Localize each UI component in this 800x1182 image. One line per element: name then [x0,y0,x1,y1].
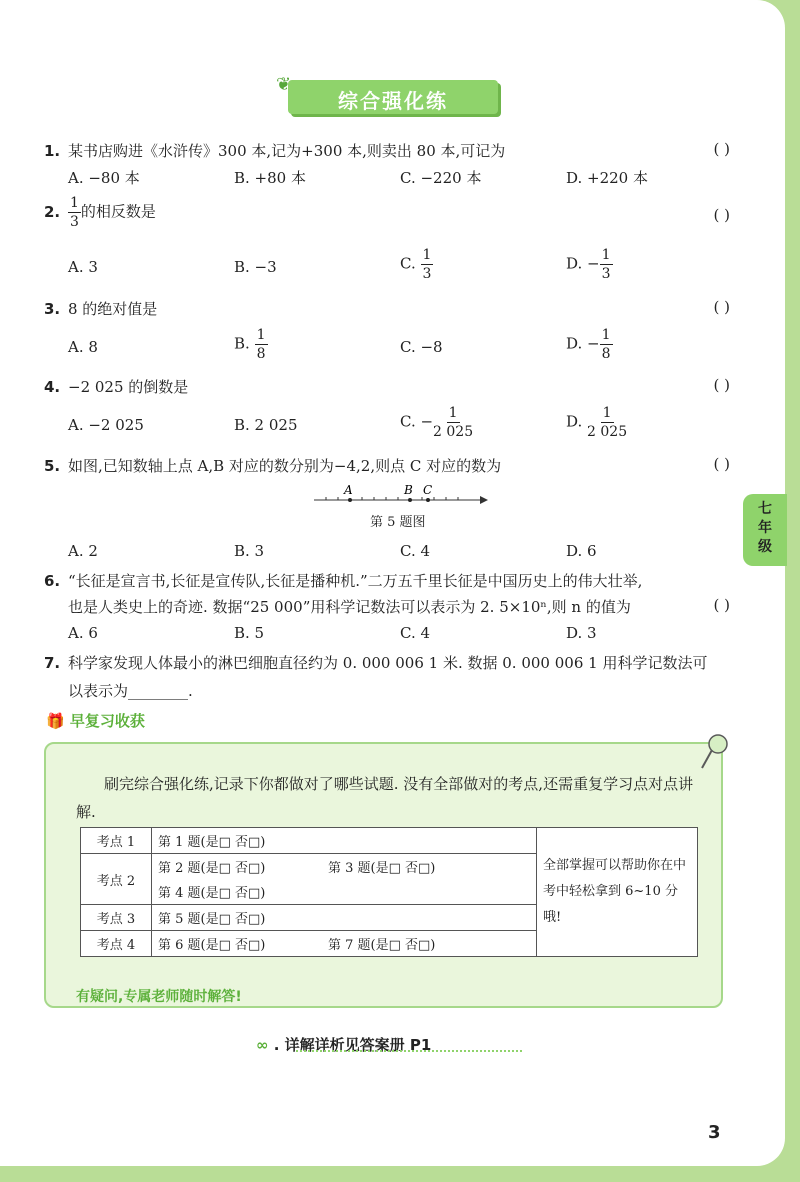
option-c: C. −220 本 [400,169,482,187]
option-d: D. +220 本 [566,169,648,187]
question-3: 3. 8 的绝对值是 [44,300,158,318]
side-note: 全部掌握可以帮助你在中考中轻松拿到 6~10 分哦! [537,828,698,957]
review-footer: 有疑问,专属老师随时解答! [76,989,242,1005]
leaf-icon: ❦ [276,74,292,95]
question-text: 8 的绝对值是 [68,300,158,318]
question-text: 的相反数是 [80,202,156,221]
option-d: D. − $\frac{1}{8}$ [566,327,611,362]
point-a [348,498,352,502]
option-a: A. 2 [68,542,98,560]
item-cell: 第 1 题(是□ 否□) [152,828,537,854]
number-line-figure [312,480,488,510]
answer-paren: ( ) [713,206,730,224]
option-b: B. $\frac{1}{8}$ [234,327,266,362]
fraction: $\frac{1}{3}$ [70,195,79,230]
label-c: C [423,483,433,497]
option-c: C. 4 [400,542,431,560]
point-cell: 考点 2 [81,854,152,905]
review-intro: 刷完综合强化练,记录下你都做对了哪些试题. 没有全部做对的考点,还需重复学习点对点讲解. [76,775,694,821]
question-text: “长征是宣言书,长征是宣传队,长征是播种机.”二万五千里长征是中国历史上的伟大壮举, [68,572,643,590]
answer-paren: ( ) [713,596,730,614]
option-b: B. +80 本 [234,169,306,187]
review-heading: 🎁 早复习收获 [46,712,145,730]
point-cell: 考点 3 [81,905,152,931]
question-4: 4. −2 025 的倒数是 [44,378,189,396]
item-cell: 第 2 题(是□ 否□) [152,854,323,880]
question-2: 2. $\frac{1}{3}$ 的相反数是 [44,195,156,230]
knowledge-point-table [80,827,698,957]
option-c: C. 4 [400,624,431,642]
item-cell: 第 5 题(是□ 否□) [152,905,537,931]
answer-paren: ( ) [713,140,730,158]
option-d: D. 6 [566,542,597,560]
question-7-line-2: 以表示为________. [68,682,193,700]
option-b: B. 3 [234,542,265,560]
option-a: A. 8 [68,338,98,356]
dotted-divider [296,1050,522,1052]
figure-caption: 第 5 题图 [370,515,426,530]
question-5: 5. 如图,已知数轴上点 A,B 对应的数分别为−4,2,则点 C 对应的数为 [44,457,502,475]
option-d: D. − $\frac{1}{3}$ [566,247,611,282]
option-a: A. −80 本 [68,169,140,187]
answer-paren: ( ) [713,455,730,473]
section-title-banner [276,74,498,118]
section-title: 综合强化练 [338,89,448,113]
point-cell: 考点 4 [81,931,152,957]
question-1: 1. 某书店购进《水浒传》300 本,记为+300 本,则卖出 80 本,可记为 [44,142,506,160]
point-cell: 考点 1 [81,828,152,854]
question-7: 7. 科学家发现人体最小的淋巴细胞直径约为 0. 000 006 1 米. 数据 0. 000 006 1 用科学记数法可 [44,654,708,672]
point-c [426,498,430,502]
option-d: D. $\frac{1}{2 025}$ [566,405,628,440]
question-6: 6. “长征是宣言书,长征是宣传队,长征是播种机.”二万五千里长征是中国历史上的伟大壮举, [44,572,643,590]
question-6-line-2: 也是人类史上的奇迹. 数据“25 000”用科学记数法可以表示为 2. 5×10ⁿ,则 n 的值为 [68,598,631,616]
question-text: 如图,已知数轴上点 A,B 对应的数分别为−4,2,则点 C 对应的数为 [68,457,502,475]
point-b [408,498,412,502]
option-c: C. $\frac{1}{3}$ [400,247,432,282]
grade-label: 七年级 [758,501,772,555]
answer-paren: ( ) [713,298,730,316]
link-icon: ∞ [256,1036,269,1054]
option-a: A. 3 [68,258,98,276]
item-cell: 第 3 题(是□ 否□) [322,854,537,880]
option-b: B. 2 025 [234,416,298,434]
answer-reference: ∞ . 详解详析见答案册 P1 [256,1036,432,1054]
option-a: A. −2 025 [68,416,144,434]
option-c: C. − $\frac{1}{2 025}$ [400,405,474,440]
question-text: 科学家发现人体最小的淋巴细胞直径约为 0. 000 006 1 米. 数据 0. 000 006 1 用科学记数法可 [68,654,708,672]
question-text: −2 025 的倒数是 [68,378,189,396]
option-b: B. 5 [234,624,265,642]
page-number: 3 [708,1122,721,1143]
grade-side-tab [743,494,787,566]
option-a: A. 6 [68,624,98,642]
gift-icon: 🎁 [46,712,65,730]
option-d: D. 3 [566,624,597,642]
label-a: A [344,483,353,497]
item-cell: 第 6 题(是□ 否□) [152,931,323,957]
item-cell: 第 7 题(是□ 否□) [322,931,537,957]
table-row [81,828,698,854]
answer-paren: ( ) [713,376,730,394]
option-b: B. −3 [234,258,277,276]
question-text: 某书店购进《水浒传》300 本,记为+300 本,则卖出 80 本,可记为 [68,142,506,160]
option-c: C. −8 [400,338,443,356]
item-cell: 第 4 题(是□ 否□) [152,879,537,905]
pushpin-icon [698,732,732,772]
label-b: B [404,483,413,497]
